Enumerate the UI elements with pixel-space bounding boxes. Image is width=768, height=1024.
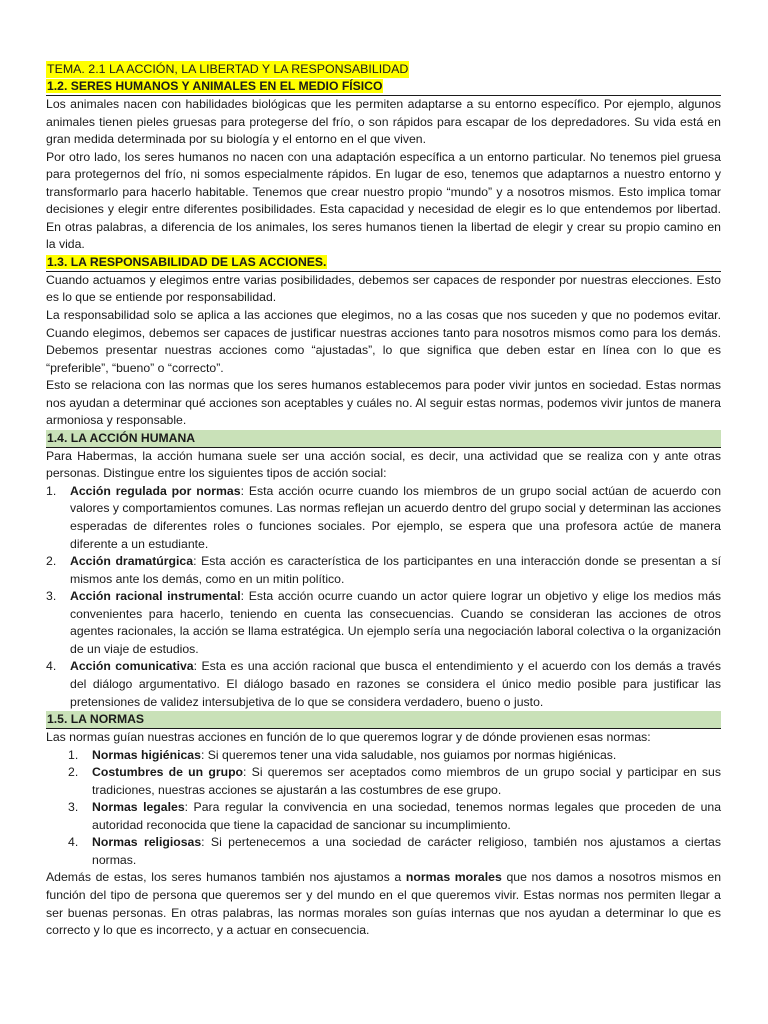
list-item	[46, 834, 721, 869]
list-text: : Si queremos ser aceptados como miembros de un grupo social y participar en sus tradiciones, nuestras acciones se ajustarán a las costumbres de ese grupo.	[92, 765, 721, 797]
list-number: 4.	[68, 835, 79, 850]
paragraph: Para Habermas, la acción humana suele ser una acción social, es decir, una actividad que se realiza con y ante otras personas. Distingue entre los siguientes tipos de acción social:	[46, 448, 721, 481]
paragraph: La responsabilidad solo se aplica a las acciones que elegimos, no a las cosas que nos suceden y que no podemos evitar. Cuando elegimos, debemos ser capaces de justificar nuestras acciones tanto para nosotros mismos como para los demás. Debemos presentar nuestras acciones como “ajustadas”, lo que significa que deben estar en línea con lo que es “preferible”, “bueno” o “correcto”.	[46, 308, 721, 375]
list-term: Acción regulada por normas	[70, 483, 241, 498]
document-page	[46, 61, 721, 940]
section-heading-1-5: 1.5. LA NORMAS	[46, 711, 721, 729]
document-title-line	[46, 61, 721, 78]
list-number: 3.	[68, 800, 79, 815]
closing-text-pre: Además de estas, los seres humanos también nos ajustamos a	[46, 870, 406, 885]
action-types-list	[46, 483, 721, 711]
list-number: 2.	[46, 554, 57, 569]
list-term: Normas legales	[92, 800, 185, 815]
list-text: : Si queremos tener una vida saludable, nos guiamos por normas higiénicas.	[200, 747, 617, 762]
list-item	[46, 483, 721, 553]
list-text: : Si pertenecemos a una sociedad de carácter religioso, también nos ajustamos a ciertas normas.	[92, 835, 721, 867]
paragraph: Por otro lado, los seres humanos no nacen con una adaptación específica a un entorno particular. No tenemos piel gruesa para protegernos del frío, ni somos especialmente rápidos. En lugar de eso, tenemos que adaptarnos a nuestro entorno y transformarlo para hacerlo habitable. Tenemos que crear nuestro propio “mundo” y a nosotros mismos. Esto implica tomar decisiones y elegir entre diferentes posibilidades. Esta capacidad y necesidad de elegir es lo que entendemos por libertad. En otras palabras, a diferencia de los animales, los seres humanos tienen la libertad de elegir y crear su propio camino en la vida.	[46, 149, 721, 252]
section-heading-1-4: 1.4. LA ACCIÓN HUMANA	[46, 430, 721, 448]
closing-paragraph	[46, 869, 721, 939]
section-heading-1-3-text: 1.3. LA RESPONSABILIDAD DE LAS ACCIONES.	[47, 254, 327, 269]
paragraph: Los animales nacen con habilidades biológicas que les permiten adaptarse a su entorno específico. Por ejemplo, algunos animales tienen pieles gruesas para protegerse del frío, o son rápidos para escapar de los depredadores. Su vida está en gran medida determinada por su biología y el entorno en el que viven.	[46, 97, 721, 147]
closing-term: normas morales	[405, 870, 502, 885]
paragraph: Las normas guían nuestras acciones en función de lo que queremos lograr y de dónde provienen esas normas:	[46, 730, 651, 745]
paragraph: Esto se relaciona con las normas que los seres humanos establecemos para poder vivir juntos en sociedad. Estas normas nos ayudan a determinar qué acciones son aceptables y cuáles no. Al seguir estas normas, podemos vivir juntos de manera armoniosa y responsable.	[46, 378, 721, 428]
list-item	[46, 799, 721, 834]
section-heading-1-3	[46, 254, 721, 272]
list-number: 1.	[46, 483, 57, 498]
list-number: 2.	[68, 765, 79, 780]
list-term: Acción racional instrumental	[70, 589, 241, 604]
list-text: : Esta es una acción racional que busca el entendimiento y el acuerdo con los demás a través del diálogo argumentativo. El diálogo basado en razones se considera el único medio posible para justificar las pretensiones de validez intersubjetiva de lo que se considera verdadero, bueno o justo.	[70, 659, 721, 709]
list-item	[46, 553, 721, 588]
list-text: : Esta acción ocurre cuando un actor quiere lograr un objetivo y elige los medios más convenientes para hacerlo, teniendo en cuenta las consecuencias. Cuando se consideran las acciones de otros agentes racionales, la acción se llama estratégica. Un ejemplo sería una negociación laboral colectiva o la organización de un viaje de estudios.	[70, 589, 722, 656]
list-term: Acción dramatúrgica	[70, 554, 194, 569]
list-item	[46, 747, 721, 765]
paragraph: Cuando actuamos y elegimos entre varias posibilidades, debemos ser capaces de responder por nuestras elecciones. Esto es lo que se entiende por responsabilidad.	[46, 272, 721, 305]
list-number: 3.	[46, 589, 57, 604]
list-text: : Esta acción ocurre cuando los miembros de un grupo social actúan de acuerdo con valores y comportamientos comunes. Las normas reflejan un acuerdo dentro del grupo social y determinan las acciones esperadas de diferentes roles o funciones sociales. Por ejemplo, se espera que una profesora actúe de manera diferente a un estudiante.	[70, 483, 722, 551]
section-heading-1-2	[46, 78, 721, 96]
list-text: : Para regular la convivencia en una sociedad, tenemos normas legales que proceden de una autoridad reconocida que tiene la capacidad de sancionar su incumplimiento.	[92, 800, 722, 832]
list-number: 1.	[68, 747, 79, 762]
document-title: TEMA. 2.1 LA ACCIÓN, LA LIBERTAD Y LA RESPONSABILIDAD	[47, 62, 409, 76]
norm-types-list	[46, 747, 721, 870]
list-number: 4.	[46, 659, 57, 674]
closing-text-post: que nos damos a nosotros mismos en función del tipo de persona que queremos ser y del mundo en el que queremos vivir. Estas normas nos permiten llegar a ser buenas personas. En otras palabras, las normas morales son guías internas que nos ayudan a determinar lo que es correcto y lo que es incorrecto, y a actuar en consecuencia.	[46, 870, 722, 938]
list-term: Normas religiosas	[92, 835, 202, 850]
list-item	[46, 588, 721, 658]
list-item	[46, 764, 721, 799]
list-term: Costumbres de un grupo	[92, 765, 244, 780]
section-heading-1-2-text: 1.2. SERES HUMANOS Y ANIMALES EN EL MEDIO FÍSICO	[47, 79, 383, 93]
list-term: Acción comunicativa	[70, 659, 194, 674]
list-text: : Esta acción es característica de los participantes en una interacción donde se presentan a sí mismos ante los demás, como en un mitin político.	[70, 554, 721, 586]
list-term: Normas higiénicas	[92, 747, 201, 762]
list-item	[46, 658, 721, 711]
